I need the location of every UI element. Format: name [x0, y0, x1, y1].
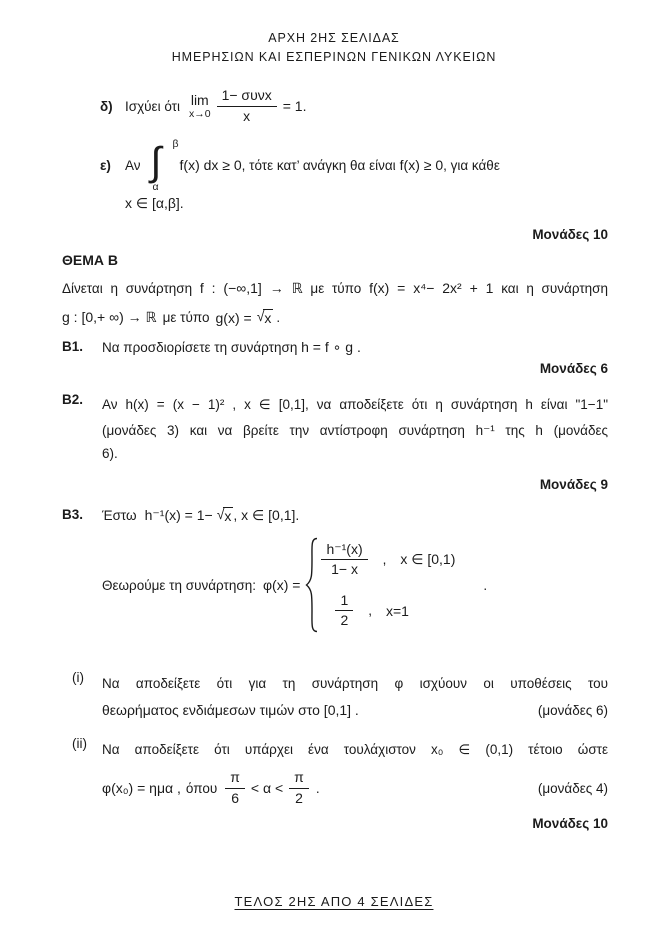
- left-brace: [304, 537, 319, 633]
- question-b2-line3: 6).: [102, 446, 118, 461]
- h-inverse-domain: , x ∈ [0,1].: [233, 507, 300, 523]
- case-2-numerator: 1: [335, 592, 353, 612]
- limit-subscript: x→0: [188, 107, 211, 120]
- intro-period: .: [276, 310, 281, 325]
- case-2-fraction: [335, 592, 353, 630]
- page-content: [62, 87, 608, 831]
- page-footer: ΤΕΛΟΣ 2ΗΣ ΑΠΟ 4 ΣΕΛΙΔΕΣ: [234, 894, 434, 909]
- case-1-condition: x ∈ [0,1): [400, 551, 456, 567]
- integrand: f(x) dx ≥ 0: [179, 157, 242, 173]
- phi-definition: [102, 537, 608, 633]
- radical-sign: √: [216, 506, 225, 522]
- integral-lower-bound: α: [152, 181, 159, 193]
- question-b1-formula: h = f ∘ g .: [301, 339, 361, 355]
- subquestion-i-line2: [102, 697, 608, 724]
- marks-theme-a: Μονάδες 10: [532, 227, 608, 242]
- case-1-numerator: h⁻¹(x): [321, 541, 367, 561]
- f-domain-map: f : (−∞,1] → ℝ: [199, 280, 303, 296]
- subquestion-i: [72, 670, 608, 724]
- case-1-fraction: [321, 541, 367, 579]
- header-line2: ΗΜΕΡΗΣΙΩΝ ΚΑΙ ΕΣΠΕΡΙΝΩΝ ΓΕΝΙΚΩΝ ΛΥΚΕΙΩΝ: [171, 50, 497, 64]
- piecewise-cases: [321, 541, 455, 630]
- question-b1-body: [102, 339, 608, 356]
- radical-sign: √: [256, 308, 265, 324]
- subquestion-i-label: (i): [72, 670, 84, 685]
- question-b2-line2: (μονάδες 3) και να βρείτε την αντίστροφη συνάρτηση h⁻¹ της h (μονάδες: [102, 423, 608, 438]
- header-line1: ΑΡΧΗ 2ΗΣ ΣΕΛΙΔΑΣ: [268, 31, 400, 45]
- integral-sign: ∫: [150, 140, 162, 184]
- question-epsilon-lead: Αν: [125, 157, 141, 173]
- intro-text-4: με τύπο: [162, 310, 210, 325]
- limit-word: lim: [190, 91, 209, 108]
- h-inverse-formula: h⁻¹(x) = 1−: [144, 507, 213, 523]
- intro-text-3: και η συνάρτηση: [501, 281, 608, 296]
- question-b3-lead-row: [102, 507, 608, 524]
- question-epsilon-line2: x ∈ [α,β].: [125, 195, 184, 211]
- subquestion-i-body: [102, 670, 608, 724]
- case-2-denominator: 2: [340, 612, 349, 628]
- question-delta-result: = 1.: [282, 98, 307, 114]
- radicand: x: [264, 310, 272, 326]
- limit-fraction: [217, 87, 277, 125]
- pi-over-6: [225, 769, 245, 807]
- intro-line2: [62, 309, 608, 326]
- theme-b-heading: ΘΕΜΑ Β: [62, 252, 118, 268]
- sqrt-x-b3: [217, 507, 234, 524]
- subquestion-i-line1: Να αποδείξετε ότι για τη συνάρτηση φ ισχύουν οι υποθέσεις του: [102, 676, 608, 691]
- intro-text-1: Δίνεται η συνάρτηση: [62, 281, 193, 296]
- subquestion-i-line2-text: θεωρήματος ενδιάμεσων τιμών στο [0,1] .: [102, 702, 359, 718]
- case-2-comma: ,: [368, 603, 372, 618]
- pi-over-2-numerator: π: [289, 769, 309, 789]
- f-formula: f(x) = x⁴− 2x² + 1: [369, 280, 494, 296]
- phi-x0-equation: φ(x₀) = ημα ,: [102, 780, 181, 796]
- fraction-denominator: x: [243, 107, 251, 124]
- intro-line1: [62, 275, 608, 302]
- case-1: [321, 541, 455, 579]
- subquestion-ii-formula: [102, 769, 320, 807]
- fraction-numerator: 1− συνx: [217, 87, 277, 107]
- subquestion-ii-marks: (μονάδες 4): [537, 780, 608, 796]
- subquestion-ii-body: [102, 736, 608, 807]
- subquestion-ii-line2: [102, 769, 608, 807]
- subquestion-ii: [72, 736, 608, 807]
- marks-b3: Μονάδες 10: [532, 816, 608, 831]
- question-b1-label: B1.: [62, 339, 84, 354]
- pi-over-2-denominator: 2: [295, 789, 303, 806]
- case-2-condition: x=1: [386, 602, 409, 619]
- question-b2: [62, 392, 608, 464]
- question-b2-body: [102, 392, 608, 464]
- question-b3: [62, 507, 608, 524]
- integral-notation: [146, 138, 180, 193]
- pi-over-6-denominator: 6: [231, 789, 239, 806]
- theme-b-intro: [62, 275, 608, 326]
- case-1-comma: ,: [382, 552, 387, 567]
- radicand: x: [224, 508, 232, 524]
- phi-equals: φ(x) =: [262, 577, 301, 593]
- limit-notation: [189, 93, 211, 120]
- question-b3-label: B3.: [62, 507, 84, 522]
- subquestion-i-marks: (μονάδες 6): [537, 703, 608, 718]
- sqrt-x: [257, 309, 274, 326]
- question-delta: [100, 87, 608, 125]
- subquestion-ii-line1: Να αποδείξετε ότι υπάρχει ένα τουλάχιστον x₀ ∈ (0,1) τέτοιο ώστε: [102, 742, 608, 757]
- case-1-denominator: 1− x: [331, 561, 358, 577]
- question-epsilon: [100, 140, 608, 212]
- subquestion-ii-period: .: [315, 780, 320, 796]
- question-epsilon-label: ε): [100, 157, 111, 173]
- question-b2-label: B2.: [62, 392, 84, 407]
- question-epsilon-mid: , τότε κατ’ ανάγκη θα είναι: [241, 157, 396, 173]
- question-b1: [62, 339, 608, 356]
- integral-upper-bound: β: [172, 138, 179, 150]
- question-b2-line1: Αν h(x) = (x − 1)² , x ∈ [0,1], να αποδείξετε ότι η συνάρτηση h είναι "1−1": [102, 397, 608, 412]
- marks-b1: Μονάδες 6: [539, 361, 608, 376]
- phi-lead-text: Θεωρούμε τη συνάρτηση:: [102, 577, 256, 593]
- page-header: [0, 0, 668, 67]
- question-epsilon-claim: f(x) ≥ 0: [399, 157, 444, 173]
- alpha-inequality: < α <: [250, 780, 284, 796]
- pi-over-6-numerator: π: [225, 769, 245, 789]
- opou-text: όπου: [185, 780, 218, 796]
- question-delta-lead: Ισχύει ότι: [125, 98, 180, 114]
- intro-text-2: με τύπο: [310, 281, 362, 296]
- g-domain-map: g : [0,+ ∞) → ℝ: [62, 309, 157, 325]
- marks-b2: Μονάδες 9: [539, 477, 608, 492]
- subquestion-ii-label: (ii): [72, 736, 87, 751]
- pi-over-2: [289, 769, 309, 807]
- g-formula: g(x) =: [215, 309, 252, 326]
- question-b1-text: Να προσδιορίσετε τη συνάρτηση: [102, 340, 298, 355]
- question-b3-lead: Έστω: [102, 508, 137, 523]
- case-2: [321, 592, 455, 630]
- phi-period: .: [483, 577, 488, 593]
- question-epsilon-tail: , για κάθε: [443, 157, 500, 173]
- question-delta-label: δ): [100, 98, 113, 114]
